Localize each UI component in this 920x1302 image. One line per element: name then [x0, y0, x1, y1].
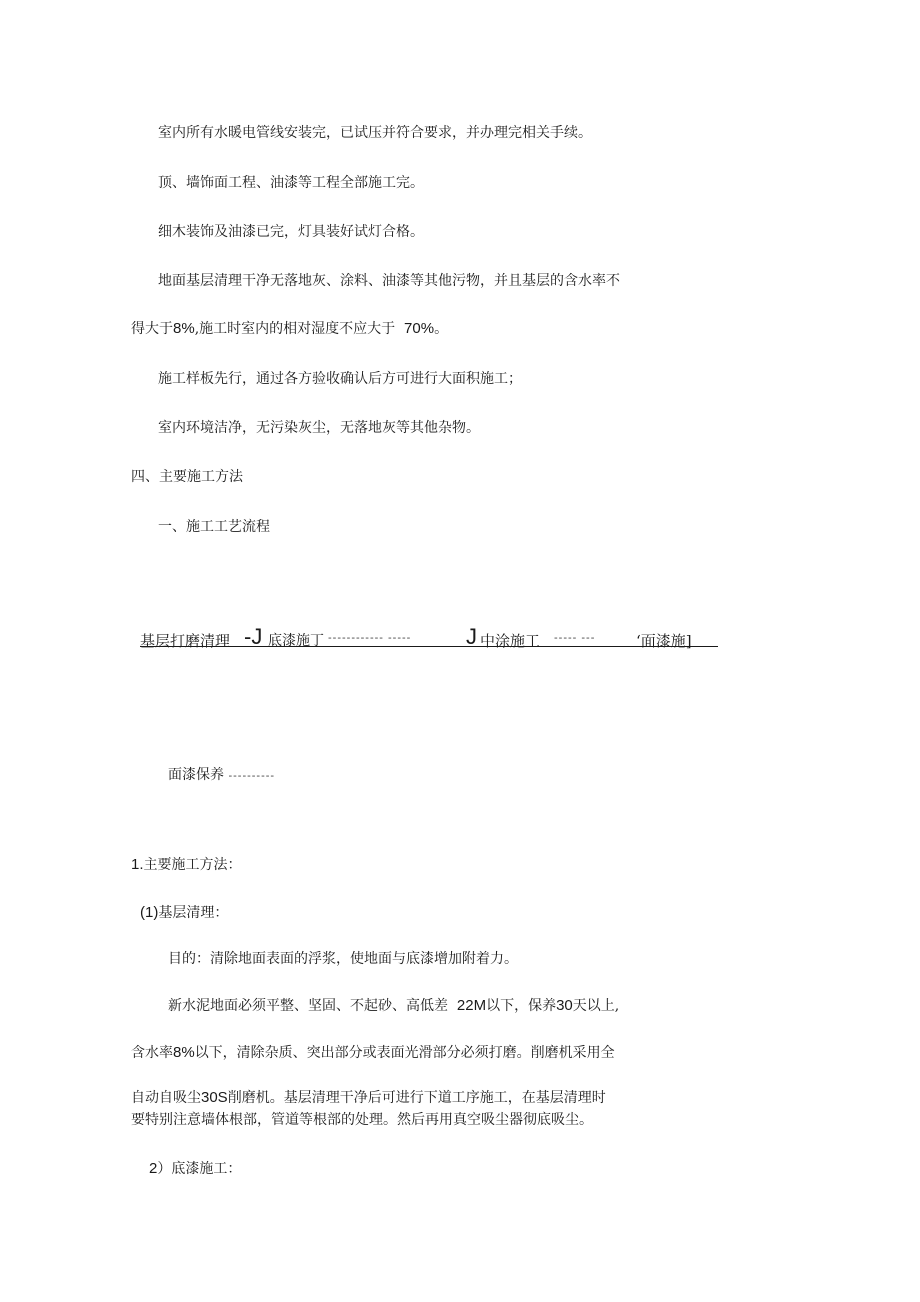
- flow-arrow: J: [466, 624, 477, 649]
- curing-days-value: 30: [556, 997, 573, 1014]
- method-item-primer: [149, 1160, 241, 1178]
- flow-dash: ------------ -----: [328, 632, 412, 644]
- flow-step-mid-coat: 中涂施工: [480, 632, 541, 650]
- text-segment: 天以上,: [572, 998, 620, 1014]
- height-diff-value: 22M: [456, 997, 487, 1014]
- flow-step-primer: 底漆施丁: [268, 633, 324, 649]
- text-segment: 削磨机。基层清理干净后可进行下道工序施工，在基层清理时: [227, 1090, 606, 1106]
- text-segment: 新水泥地面必须平整、坚固、不起砂、高低差: [168, 998, 448, 1014]
- text-segment: 以下，保养: [486, 998, 557, 1014]
- text-segment: 以下，清除杂质、突出部分或表面光滑部分必须打磨。削磨机采用全: [194, 1045, 615, 1061]
- paragraph-requirements: [168, 997, 619, 1015]
- paragraph-requirements-cont: [131, 1044, 615, 1062]
- paragraph-woodwork: 细木装饰及油漆已完，灯具装好试灯合格。: [158, 224, 424, 240]
- flow-step-base-grinding: 基层打磨清理: [140, 632, 231, 650]
- text-segment: 自动自吸尘: [131, 1090, 201, 1106]
- paragraph-sample-first: 施工样板先行，通过各方验收确认后方可进行大面积施工；: [158, 371, 522, 387]
- text-segment: ,施工时室内的相对湿度不应大于: [194, 321, 396, 337]
- paragraph-grinder: [131, 1089, 606, 1107]
- methods-title-text: 主要施工方法：: [143, 857, 242, 873]
- item-title: ）底漆施工：: [157, 1161, 242, 1177]
- text-segment: 含水率: [131, 1045, 173, 1061]
- flow-dash: ----- ---: [554, 632, 596, 644]
- paragraph-purpose: 目的：清除地面表面的浮浆，使地面与底漆增加附着力。: [168, 951, 518, 967]
- flow-step-top-coat: ‘面漆施]: [636, 632, 692, 650]
- grinder-model: 30S: [201, 1089, 228, 1106]
- paragraph-grinder-cont: 要特别注意墙体根部，管道等根部的处理。然后再用真空吸尘器彻底吸尘。: [131, 1112, 593, 1128]
- humidity-value: 70%: [404, 320, 435, 337]
- item-number: 2: [149, 1160, 158, 1177]
- paragraph-water-electric: 室内所有水暖电管线安装完，已试压并符合要求，并办理完相关手续。: [158, 125, 592, 141]
- flow-arrow: -J: [244, 624, 263, 649]
- text-segment: 得大于: [131, 321, 173, 337]
- paragraph-floor-clean-cont: [131, 320, 448, 338]
- methods-number: 1.: [131, 856, 144, 873]
- process-flow: [140, 626, 720, 656]
- paragraph-environment: 室内环境洁净，无污染灰尘，无落地灰等其他杂物。: [158, 420, 480, 436]
- text-segment: 。: [434, 321, 449, 337]
- method-item-base-cleaning: [140, 904, 228, 922]
- paragraph-floor-clean: 地面基层清理干净无落地灰、涂料、油漆等其他污物，并且基层的含水率不: [158, 273, 620, 289]
- item-number: (1): [140, 904, 159, 921]
- methods-title: [131, 856, 242, 874]
- paragraph-ceiling-wall: 顶、墙饰面工程、油漆等工程全部施工完。: [158, 175, 424, 191]
- flow-step-label: 面漆保养: [168, 767, 224, 783]
- flow-step-top-coat-curing: [168, 766, 275, 785]
- section-heading-methods: 四、主要施工方法: [131, 469, 243, 485]
- subsection-heading-process: 一、施工工艺流程: [158, 519, 270, 535]
- moisture-value: 8%: [173, 320, 195, 337]
- moisture-limit-value: 8%: [173, 1044, 195, 1061]
- flow-dash: ----------: [228, 770, 276, 782]
- item-title: 基层清理：: [158, 905, 229, 921]
